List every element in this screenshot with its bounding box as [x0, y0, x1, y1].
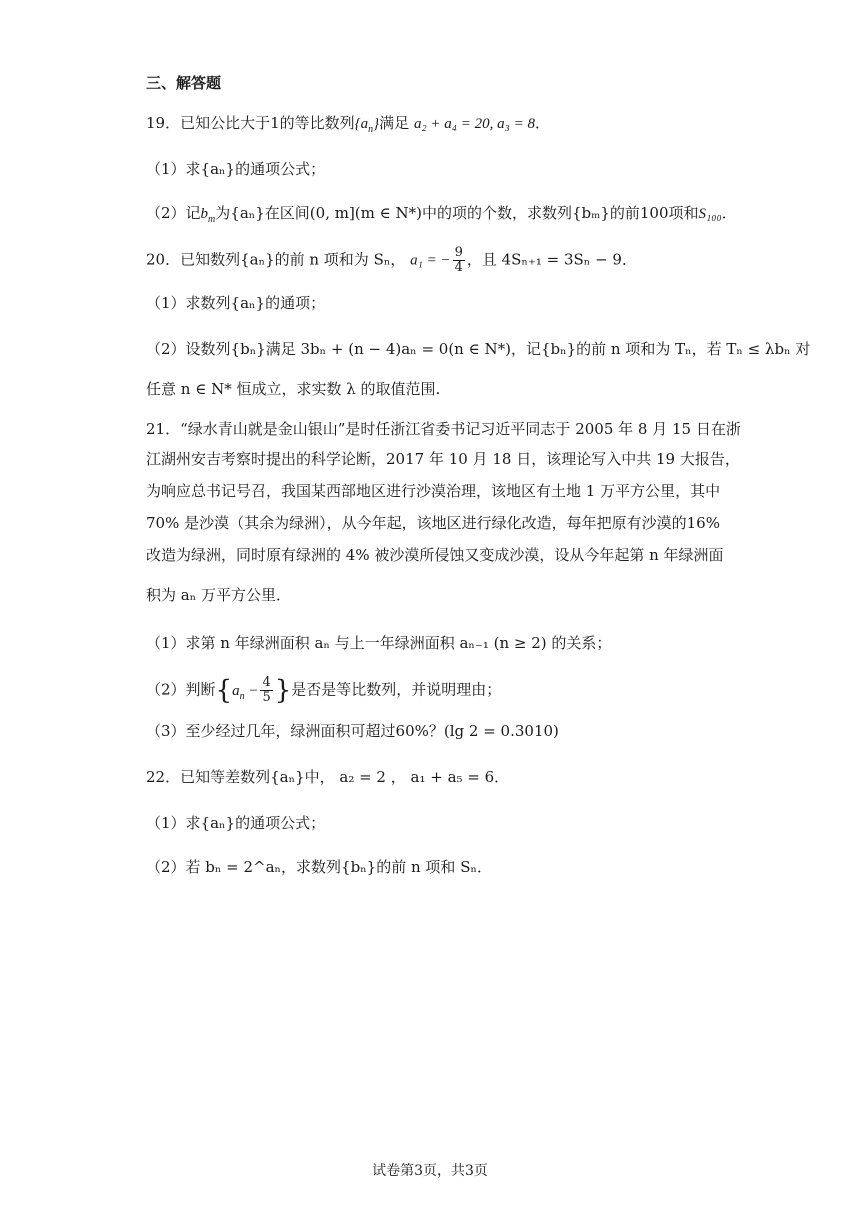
q21-fraction	[260, 676, 272, 705]
q20-part1: （1）求数列{aₙ}的通项；	[146, 294, 326, 312]
q19-part1: （1）求{aₙ}的通项公式；	[146, 160, 326, 178]
q20-a1-num: 9	[454, 245, 463, 260]
q21-part2-a: （2）判断	[146, 680, 216, 699]
q21-line1: 21．“绿水青山就是金山银山”是时任浙江省委书记习近平同志于 2005 年 8 月 15 日在浙	[146, 420, 741, 438]
q21-part1: （1）求第 n 年绿洲面积 aₙ 与上一年绿洲面积 aₙ₋₁ (n ≥ 2) 的关系；	[146, 634, 612, 652]
q21-part2: （2）判断{$a_n$ − $\frac{4}{5}$ }是否是等比数列，并说明理由；	[146, 675, 502, 706]
q20-a1-fraction	[453, 246, 465, 275]
q20-a1-den: 4	[454, 260, 463, 275]
q20-rest: ，且 4Sₙ₊₁ = 3Sₙ − 9．	[466, 250, 637, 269]
q21-line2: 江湖州安吉考察时提出的科学论断，2017 年 10 月 18 日，该理论写入中共 19 大报告，	[146, 450, 740, 468]
q20-part2: （2）设数列{bₙ}满足 3bₙ + (n − 4)aₙ = 0(n ∈ N*)，记{bₙ}的前 n 项和为 Tₙ，若 Tₙ ≤ λbₙ 对	[146, 340, 811, 358]
q21-frac-den: 5	[262, 690, 271, 705]
q21-frac-num: 4	[262, 675, 271, 690]
q19-part2: （2）记$b_m$为{aₙ}在区间(0, m](m ∈ N*)中的项的个数，求数列{bₘ}的前100项和S₁₀₀．	[146, 204, 737, 225]
q19-cond: 满足	[379, 114, 410, 132]
q21-part2-b: 是否是等比数列，并说明理由；	[291, 680, 502, 699]
q21-line5: 改造为绿洲，同时原有绿洲的 4% 被沙漠所侵蚀又变成沙漠，设从今年起第 n 年绿洲面	[146, 546, 724, 564]
q20-stem	[146, 246, 637, 275]
q19-equation: a₂ + a₄ = 20, a₃ = 8	[413, 116, 535, 132]
q20-a1: a₁ = −	[410, 252, 451, 269]
q21-part3: （3）至少经过几年，绿洲面积可超过60%？(lg 2 = 0.3010)	[146, 722, 559, 740]
page-footer: 试卷第3页，共3页	[372, 1163, 488, 1179]
q19-part2-b: 为{aₙ}在区间(0, m](m ∈ N*)中的项的个数，求数列{bₘ}的前100项和	[215, 204, 699, 222]
q19-part2-c: S₁₀₀	[698, 206, 722, 222]
q19-lead: 19．已知公比大于1的等比数列	[146, 114, 355, 132]
q22-part1: （1）求{aₙ}的通项公式；	[146, 814, 326, 832]
q21-line3: 为响应总书记号召，我国某西部地区进行沙漠治理，该地区有土地 1 万平方公里，其中	[146, 482, 721, 500]
q21-line4: 70% 是沙漠（其余为绿洲），从今年起，该地区进行绿化改造，每年把原有沙漠的16%	[146, 514, 720, 532]
q22-part2: （2）若 bₙ = 2^aₙ，求数列{bₙ}的前 n 项和 Sₙ．	[146, 858, 492, 876]
q20-part2-cont: 任意 n ∈ N* 恒成立，求实数 λ 的取值范围.	[146, 380, 441, 398]
q20-lead: 20．已知数列{aₙ}的前 n 项和为 Sₙ，	[146, 250, 406, 269]
q21-line6: 积为 aₙ 万平方公里．	[146, 586, 291, 604]
section-title: 三、解答题	[146, 74, 222, 92]
q19-part2-a: （2）记	[146, 204, 201, 222]
q19-stem: 19．已知公比大于1的等比数列$\{a_n\}$满足 a₂ + a₄ = 20, a₃ = 8．	[146, 114, 550, 135]
q22-stem: 22．已知等差数列{aₙ}中， a₂ = 2 ， a₁ + a₅ = 6．	[146, 768, 510, 786]
